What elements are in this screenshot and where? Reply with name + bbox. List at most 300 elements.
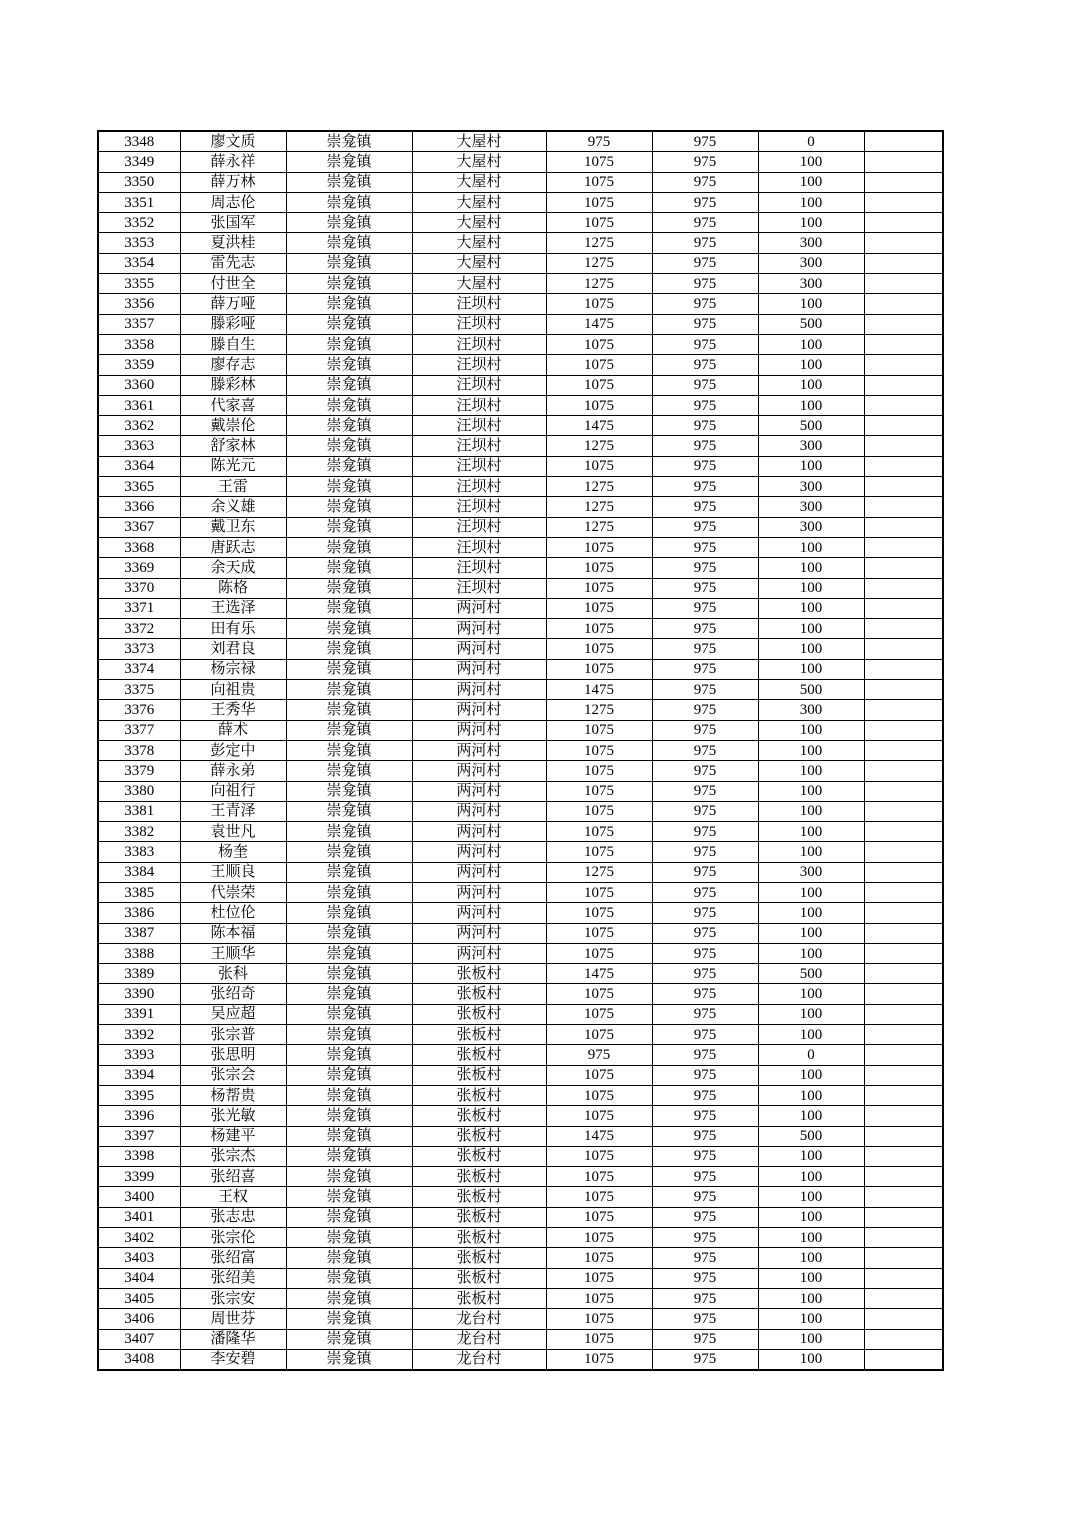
table-row bbox=[98, 923, 943, 943]
cell-village: 大屋村 bbox=[412, 233, 546, 253]
cell-amount-diff: 100 bbox=[758, 578, 864, 598]
table-row bbox=[98, 233, 943, 253]
cell-remarks bbox=[864, 822, 943, 842]
cell-amount-a: 1075 bbox=[546, 1025, 652, 1045]
cell-town: 崇龛镇 bbox=[286, 294, 412, 314]
table-row bbox=[98, 1146, 943, 1166]
cell-amount-diff: 300 bbox=[758, 862, 864, 882]
cell-town: 崇龛镇 bbox=[286, 1349, 412, 1370]
cell-amount-diff: 500 bbox=[758, 1126, 864, 1146]
cell-row-number: 3368 bbox=[98, 537, 180, 557]
cell-amount-diff: 100 bbox=[758, 1187, 864, 1207]
cell-person-name: 彭定中 bbox=[180, 740, 286, 760]
cell-amount-a: 1075 bbox=[546, 1288, 652, 1308]
cell-person-name: 向祖行 bbox=[180, 781, 286, 801]
cell-remarks bbox=[864, 984, 943, 1004]
cell-person-name: 滕彩林 bbox=[180, 375, 286, 395]
cell-amount-a: 1075 bbox=[546, 801, 652, 821]
cell-person-name: 薛万林 bbox=[180, 172, 286, 192]
table-row bbox=[98, 131, 943, 152]
cell-amount-diff: 300 bbox=[758, 436, 864, 456]
cell-amount-b: 975 bbox=[652, 781, 758, 801]
cell-amount-b: 975 bbox=[652, 1349, 758, 1370]
cell-remarks bbox=[864, 558, 943, 578]
cell-amount-diff: 100 bbox=[758, 761, 864, 781]
cell-row-number: 3379 bbox=[98, 761, 180, 781]
cell-remarks bbox=[864, 537, 943, 557]
cell-amount-b: 975 bbox=[652, 497, 758, 517]
cell-row-number: 3373 bbox=[98, 639, 180, 659]
cell-amount-a: 1075 bbox=[546, 1085, 652, 1105]
cell-remarks bbox=[864, 578, 943, 598]
table-row bbox=[98, 192, 943, 212]
cell-amount-diff: 100 bbox=[758, 395, 864, 415]
table-row bbox=[98, 1288, 943, 1308]
table-row bbox=[98, 882, 943, 902]
table-row bbox=[98, 1329, 943, 1349]
cell-village: 汪坝村 bbox=[412, 537, 546, 557]
cell-remarks bbox=[864, 1004, 943, 1024]
cell-remarks bbox=[864, 436, 943, 456]
cell-village: 张板村 bbox=[412, 1228, 546, 1248]
cell-village: 两河村 bbox=[412, 842, 546, 862]
cell-person-name: 滕彩哑 bbox=[180, 314, 286, 334]
cell-row-number: 3358 bbox=[98, 334, 180, 354]
cell-village: 汪坝村 bbox=[412, 456, 546, 476]
cell-row-number: 3363 bbox=[98, 436, 180, 456]
cell-person-name: 陈光元 bbox=[180, 456, 286, 476]
cell-person-name: 张科 bbox=[180, 964, 286, 984]
cell-amount-a: 1075 bbox=[546, 598, 652, 618]
cell-remarks bbox=[864, 882, 943, 902]
table-row bbox=[98, 1167, 943, 1187]
cell-amount-b: 975 bbox=[652, 1187, 758, 1207]
cell-town: 崇龛镇 bbox=[286, 517, 412, 537]
cell-amount-b: 975 bbox=[652, 578, 758, 598]
cell-amount-diff: 100 bbox=[758, 192, 864, 212]
cell-town: 崇龛镇 bbox=[286, 1187, 412, 1207]
table-row bbox=[98, 1126, 943, 1146]
cell-person-name: 吴应超 bbox=[180, 1004, 286, 1024]
cell-amount-a: 1475 bbox=[546, 1126, 652, 1146]
cell-remarks bbox=[864, 964, 943, 984]
cell-amount-b: 975 bbox=[652, 1146, 758, 1166]
cell-amount-diff: 100 bbox=[758, 1207, 864, 1227]
cell-row-number: 3390 bbox=[98, 984, 180, 1004]
cell-person-name: 薛永祥 bbox=[180, 152, 286, 172]
cell-amount-a: 1075 bbox=[546, 334, 652, 354]
cell-remarks bbox=[864, 680, 943, 700]
cell-village: 两河村 bbox=[412, 598, 546, 618]
cell-person-name: 陈格 bbox=[180, 578, 286, 598]
cell-amount-a: 1075 bbox=[546, 1248, 652, 1268]
cell-person-name: 王顺良 bbox=[180, 862, 286, 882]
cell-remarks bbox=[864, 619, 943, 639]
cell-village: 龙台村 bbox=[412, 1349, 546, 1370]
cell-amount-a: 1075 bbox=[546, 294, 652, 314]
cell-village: 张板村 bbox=[412, 1146, 546, 1166]
cell-village: 汪坝村 bbox=[412, 416, 546, 436]
table-row bbox=[98, 1045, 943, 1065]
cell-village: 两河村 bbox=[412, 740, 546, 760]
cell-remarks bbox=[864, 1085, 943, 1105]
cell-row-number: 3396 bbox=[98, 1106, 180, 1126]
cell-amount-a: 1075 bbox=[546, 172, 652, 192]
cell-row-number: 3378 bbox=[98, 740, 180, 760]
cell-remarks bbox=[864, 1207, 943, 1227]
cell-amount-a: 1075 bbox=[546, 720, 652, 740]
cell-row-number: 3407 bbox=[98, 1329, 180, 1349]
cell-village: 两河村 bbox=[412, 680, 546, 700]
cell-remarks bbox=[864, 1167, 943, 1187]
table-row bbox=[98, 598, 943, 618]
cell-amount-a: 1075 bbox=[546, 1187, 652, 1207]
cell-amount-a: 975 bbox=[546, 1045, 652, 1065]
cell-village: 两河村 bbox=[412, 882, 546, 902]
cell-amount-diff: 100 bbox=[758, 1309, 864, 1329]
cell-amount-a: 1075 bbox=[546, 395, 652, 415]
cell-row-number: 3372 bbox=[98, 619, 180, 639]
cell-row-number: 3360 bbox=[98, 375, 180, 395]
cell-row-number: 3383 bbox=[98, 842, 180, 862]
cell-town: 崇龛镇 bbox=[286, 984, 412, 1004]
cell-remarks bbox=[864, 497, 943, 517]
cell-town: 崇龛镇 bbox=[286, 477, 412, 497]
table-row bbox=[98, 1025, 943, 1045]
cell-amount-b: 975 bbox=[652, 639, 758, 659]
cell-row-number: 3364 bbox=[98, 456, 180, 476]
cell-row-number: 3394 bbox=[98, 1065, 180, 1085]
cell-row-number: 3399 bbox=[98, 1167, 180, 1187]
table-row bbox=[98, 456, 943, 476]
cell-person-name: 王秀华 bbox=[180, 700, 286, 720]
cell-village: 汪坝村 bbox=[412, 558, 546, 578]
cell-amount-diff: 100 bbox=[758, 598, 864, 618]
table-row bbox=[98, 375, 943, 395]
cell-village: 两河村 bbox=[412, 639, 546, 659]
cell-town: 崇龛镇 bbox=[286, 355, 412, 375]
cell-amount-a: 1075 bbox=[546, 1146, 652, 1166]
cell-row-number: 3350 bbox=[98, 172, 180, 192]
cell-remarks bbox=[864, 1329, 943, 1349]
cell-town: 崇龛镇 bbox=[286, 497, 412, 517]
cell-amount-b: 975 bbox=[652, 294, 758, 314]
cell-amount-a: 1075 bbox=[546, 903, 652, 923]
table-row bbox=[98, 761, 943, 781]
cell-amount-diff: 100 bbox=[758, 1146, 864, 1166]
cell-remarks bbox=[864, 639, 943, 659]
cell-village: 张板村 bbox=[412, 984, 546, 1004]
cell-town: 崇龛镇 bbox=[286, 1167, 412, 1187]
cell-village: 两河村 bbox=[412, 700, 546, 720]
cell-person-name: 王权 bbox=[180, 1187, 286, 1207]
cell-remarks bbox=[864, 314, 943, 334]
cell-row-number: 3398 bbox=[98, 1146, 180, 1166]
cell-amount-b: 975 bbox=[652, 1045, 758, 1065]
cell-remarks bbox=[864, 801, 943, 821]
cell-amount-diff: 500 bbox=[758, 314, 864, 334]
cell-row-number: 3384 bbox=[98, 862, 180, 882]
cell-person-name: 刘君良 bbox=[180, 639, 286, 659]
cell-village: 张板村 bbox=[412, 1288, 546, 1308]
cell-person-name: 张国军 bbox=[180, 213, 286, 233]
cell-amount-diff: 300 bbox=[758, 497, 864, 517]
table-row bbox=[98, 152, 943, 172]
cell-row-number: 3369 bbox=[98, 558, 180, 578]
table-row bbox=[98, 334, 943, 354]
cell-town: 崇龛镇 bbox=[286, 598, 412, 618]
cell-amount-a: 1075 bbox=[546, 1349, 652, 1370]
cell-town: 崇龛镇 bbox=[286, 801, 412, 821]
cell-amount-diff: 100 bbox=[758, 355, 864, 375]
cell-amount-a: 1075 bbox=[546, 152, 652, 172]
table-row bbox=[98, 477, 943, 497]
table-row bbox=[98, 700, 943, 720]
cell-row-number: 3348 bbox=[98, 131, 180, 152]
cell-amount-a: 1275 bbox=[546, 700, 652, 720]
cell-amount-b: 975 bbox=[652, 680, 758, 700]
cell-village: 大屋村 bbox=[412, 131, 546, 152]
cell-person-name: 张绍富 bbox=[180, 1248, 286, 1268]
cell-remarks bbox=[864, 274, 943, 294]
cell-remarks bbox=[864, 1106, 943, 1126]
cell-row-number: 3381 bbox=[98, 801, 180, 821]
cell-row-number: 3400 bbox=[98, 1187, 180, 1207]
cell-remarks bbox=[864, 1126, 943, 1146]
cell-village: 汪坝村 bbox=[412, 477, 546, 497]
cell-remarks bbox=[864, 375, 943, 395]
cell-village: 张板村 bbox=[412, 1045, 546, 1065]
cell-town: 崇龛镇 bbox=[286, 578, 412, 598]
cell-amount-diff: 100 bbox=[758, 1065, 864, 1085]
cell-village: 龙台村 bbox=[412, 1329, 546, 1349]
cell-remarks bbox=[864, 192, 943, 212]
cell-amount-a: 1075 bbox=[546, 761, 652, 781]
cell-amount-b: 975 bbox=[652, 1025, 758, 1045]
cell-remarks bbox=[864, 598, 943, 618]
cell-amount-b: 975 bbox=[652, 416, 758, 436]
cell-person-name: 杜位伦 bbox=[180, 903, 286, 923]
cell-amount-b: 975 bbox=[652, 1248, 758, 1268]
table-row bbox=[98, 619, 943, 639]
cell-town: 崇龛镇 bbox=[286, 1329, 412, 1349]
cell-town: 崇龛镇 bbox=[286, 152, 412, 172]
cell-amount-b: 975 bbox=[652, 558, 758, 578]
cell-row-number: 3367 bbox=[98, 517, 180, 537]
cell-row-number: 3377 bbox=[98, 720, 180, 740]
cell-remarks bbox=[864, 477, 943, 497]
cell-row-number: 3376 bbox=[98, 700, 180, 720]
cell-amount-b: 975 bbox=[652, 943, 758, 963]
cell-person-name: 唐跃志 bbox=[180, 537, 286, 557]
cell-amount-b: 975 bbox=[652, 355, 758, 375]
table-row bbox=[98, 822, 943, 842]
cell-row-number: 3388 bbox=[98, 943, 180, 963]
cell-town: 崇龛镇 bbox=[286, 1126, 412, 1146]
cell-amount-a: 1275 bbox=[546, 253, 652, 273]
cell-amount-diff: 100 bbox=[758, 1268, 864, 1288]
cell-amount-diff: 100 bbox=[758, 1106, 864, 1126]
cell-town: 崇龛镇 bbox=[286, 862, 412, 882]
cell-village: 汪坝村 bbox=[412, 375, 546, 395]
cell-village: 大屋村 bbox=[412, 152, 546, 172]
cell-amount-a: 1075 bbox=[546, 923, 652, 943]
cell-amount-diff: 100 bbox=[758, 1329, 864, 1349]
cell-person-name: 周世芬 bbox=[180, 1309, 286, 1329]
cell-amount-b: 975 bbox=[652, 700, 758, 720]
cell-amount-a: 1275 bbox=[546, 862, 652, 882]
cell-row-number: 3370 bbox=[98, 578, 180, 598]
cell-town: 崇龛镇 bbox=[286, 233, 412, 253]
cell-amount-b: 975 bbox=[652, 1126, 758, 1146]
cell-amount-a: 1075 bbox=[546, 1309, 652, 1329]
cell-row-number: 3359 bbox=[98, 355, 180, 375]
cell-amount-a: 1075 bbox=[546, 578, 652, 598]
cell-person-name: 张宗会 bbox=[180, 1065, 286, 1085]
table-row bbox=[98, 416, 943, 436]
cell-village: 张板村 bbox=[412, 1106, 546, 1126]
table-row bbox=[98, 1085, 943, 1105]
cell-amount-a: 1075 bbox=[546, 619, 652, 639]
cell-amount-b: 975 bbox=[652, 720, 758, 740]
cell-row-number: 3392 bbox=[98, 1025, 180, 1045]
cell-row-number: 3374 bbox=[98, 659, 180, 679]
cell-row-number: 3393 bbox=[98, 1045, 180, 1065]
cell-row-number: 3402 bbox=[98, 1228, 180, 1248]
cell-amount-b: 975 bbox=[652, 964, 758, 984]
cell-person-name: 张宗安 bbox=[180, 1288, 286, 1308]
cell-remarks bbox=[864, 131, 943, 152]
table-row bbox=[98, 964, 943, 984]
table-row bbox=[98, 1065, 943, 1085]
table-row bbox=[98, 558, 943, 578]
cell-amount-a: 975 bbox=[546, 131, 652, 152]
cell-person-name: 张宗伦 bbox=[180, 1228, 286, 1248]
cell-village: 汪坝村 bbox=[412, 578, 546, 598]
cell-village: 两河村 bbox=[412, 923, 546, 943]
table-row bbox=[98, 253, 943, 273]
cell-village: 张板村 bbox=[412, 964, 546, 984]
table-row bbox=[98, 1228, 943, 1248]
cell-amount-diff: 100 bbox=[758, 1349, 864, 1370]
cell-person-name: 廖文质 bbox=[180, 131, 286, 152]
cell-amount-diff: 100 bbox=[758, 801, 864, 821]
cell-remarks bbox=[864, 395, 943, 415]
cell-person-name: 李安碧 bbox=[180, 1349, 286, 1370]
table-row bbox=[98, 680, 943, 700]
cell-town: 崇龛镇 bbox=[286, 213, 412, 233]
cell-remarks bbox=[864, 659, 943, 679]
cell-row-number: 3355 bbox=[98, 274, 180, 294]
cell-amount-b: 975 bbox=[652, 192, 758, 212]
cell-amount-a: 1075 bbox=[546, 537, 652, 557]
cell-village: 大屋村 bbox=[412, 253, 546, 273]
cell-village: 张板村 bbox=[412, 1065, 546, 1085]
cell-amount-b: 975 bbox=[652, 274, 758, 294]
cell-amount-b: 975 bbox=[652, 903, 758, 923]
table-row bbox=[98, 314, 943, 334]
table-row bbox=[98, 1004, 943, 1024]
cell-amount-a: 1075 bbox=[546, 192, 652, 212]
cell-amount-a: 1075 bbox=[546, 740, 652, 760]
cell-town: 崇龛镇 bbox=[286, 842, 412, 862]
cell-amount-a: 1075 bbox=[546, 984, 652, 1004]
table-row bbox=[98, 1207, 943, 1227]
cell-row-number: 3361 bbox=[98, 395, 180, 415]
table-row bbox=[98, 1349, 943, 1370]
cell-row-number: 3362 bbox=[98, 416, 180, 436]
table-row bbox=[98, 294, 943, 314]
cell-row-number: 3386 bbox=[98, 903, 180, 923]
cell-town: 崇龛镇 bbox=[286, 700, 412, 720]
cell-person-name: 陈本福 bbox=[180, 923, 286, 943]
cell-town: 崇龛镇 bbox=[286, 131, 412, 152]
cell-village: 张板村 bbox=[412, 1025, 546, 1045]
table-row bbox=[98, 1106, 943, 1126]
cell-amount-a: 1075 bbox=[546, 1106, 652, 1126]
cell-remarks bbox=[864, 253, 943, 273]
cell-town: 崇龛镇 bbox=[286, 1106, 412, 1126]
table-body bbox=[98, 131, 943, 1370]
cell-remarks bbox=[864, 233, 943, 253]
cell-amount-b: 975 bbox=[652, 1288, 758, 1308]
cell-village: 汪坝村 bbox=[412, 497, 546, 517]
cell-row-number: 3403 bbox=[98, 1248, 180, 1268]
cell-amount-b: 975 bbox=[652, 253, 758, 273]
cell-amount-diff: 100 bbox=[758, 943, 864, 963]
cell-person-name: 王选泽 bbox=[180, 598, 286, 618]
cell-town: 崇龛镇 bbox=[286, 1146, 412, 1166]
cell-village: 汪坝村 bbox=[412, 395, 546, 415]
cell-amount-b: 975 bbox=[652, 801, 758, 821]
cell-row-number: 3357 bbox=[98, 314, 180, 334]
cell-town: 崇龛镇 bbox=[286, 395, 412, 415]
cell-town: 崇龛镇 bbox=[286, 456, 412, 476]
cell-amount-b: 975 bbox=[652, 619, 758, 639]
table-row bbox=[98, 1309, 943, 1329]
cell-person-name: 王雷 bbox=[180, 477, 286, 497]
cell-village: 张板村 bbox=[412, 1085, 546, 1105]
cell-row-number: 3353 bbox=[98, 233, 180, 253]
cell-amount-diff: 100 bbox=[758, 923, 864, 943]
cell-remarks bbox=[864, 842, 943, 862]
cell-amount-diff: 500 bbox=[758, 416, 864, 436]
cell-person-name: 张绍美 bbox=[180, 1268, 286, 1288]
cell-row-number: 3375 bbox=[98, 680, 180, 700]
cell-remarks bbox=[864, 700, 943, 720]
cell-row-number: 3405 bbox=[98, 1288, 180, 1308]
cell-row-number: 3380 bbox=[98, 781, 180, 801]
cell-amount-b: 975 bbox=[652, 1268, 758, 1288]
cell-remarks bbox=[864, 862, 943, 882]
cell-amount-diff: 300 bbox=[758, 517, 864, 537]
cell-amount-a: 1075 bbox=[546, 822, 652, 842]
cell-remarks bbox=[864, 923, 943, 943]
cell-amount-b: 975 bbox=[652, 131, 758, 152]
cell-row-number: 3389 bbox=[98, 964, 180, 984]
cell-village: 大屋村 bbox=[412, 172, 546, 192]
cell-amount-a: 1075 bbox=[546, 1329, 652, 1349]
cell-remarks bbox=[864, 720, 943, 740]
cell-town: 崇龛镇 bbox=[286, 903, 412, 923]
table-row bbox=[98, 355, 943, 375]
cell-amount-a: 1075 bbox=[546, 1065, 652, 1085]
cell-amount-a: 1075 bbox=[546, 213, 652, 233]
cell-amount-a: 1475 bbox=[546, 964, 652, 984]
cell-amount-diff: 0 bbox=[758, 131, 864, 152]
cell-town: 崇龛镇 bbox=[286, 639, 412, 659]
cell-row-number: 3354 bbox=[98, 253, 180, 273]
